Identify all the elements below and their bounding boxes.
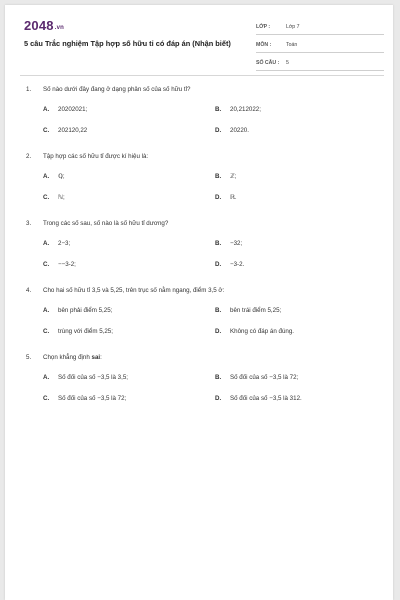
option-text: 20220. xyxy=(230,127,249,134)
meta-label: MÔN : xyxy=(256,42,272,48)
option-text: Số đối của số −3,5 là 72; xyxy=(230,374,299,381)
option-text: 20,212022; xyxy=(230,106,261,113)
option-d[interactable] xyxy=(215,126,387,135)
option-c[interactable] xyxy=(43,327,215,336)
option-c[interactable] xyxy=(43,260,215,269)
option-text: 20202021; xyxy=(58,106,88,113)
option-letter: C. xyxy=(43,127,50,134)
option-letter: A. xyxy=(43,374,50,381)
option-letter: A. xyxy=(43,307,50,314)
question-stem xyxy=(26,85,366,94)
question-stem xyxy=(26,152,366,161)
question-text: Cho hai số hữu tỉ 3,5 và 5,25, trên trục số nằm ngang, điểm 3,5 ở: xyxy=(43,287,225,294)
option-text: −3-2. xyxy=(230,261,245,268)
question-stem xyxy=(26,286,366,295)
document-title: 5 câu Trắc nghiệm Tập hợp số hữu tỉ có đáp án (Nhận biết) xyxy=(24,39,231,48)
option-text: ℚ; xyxy=(58,173,65,180)
option-text: 2−3; xyxy=(58,240,71,247)
option-letter: D. xyxy=(215,261,222,268)
question-number: 2. xyxy=(26,153,32,160)
meta-row-class xyxy=(256,20,384,35)
option-letter: D. xyxy=(215,328,222,335)
meta-label: LỚP : xyxy=(256,24,271,30)
question-item xyxy=(26,219,366,286)
option-b[interactable] xyxy=(215,172,387,181)
option-letter: D. xyxy=(215,127,222,134)
meta-row-question-count xyxy=(256,56,384,71)
question-number: 3. xyxy=(26,220,32,227)
logo-suffix: .vn xyxy=(54,25,65,31)
option-letter: A. xyxy=(43,173,50,180)
option-text: −32; xyxy=(230,240,243,247)
question-item xyxy=(26,152,366,219)
meta-value: Toán xyxy=(286,42,298,48)
question-text: Tập hợp các số hữu tỉ được kí hiệu là: xyxy=(43,153,149,160)
question-number: 1. xyxy=(26,86,32,93)
meta-value: Lớp 7 xyxy=(286,24,300,30)
option-text: ℤ; xyxy=(230,173,237,180)
question-text: Trong các số sau, số nào là số hữu tỉ dương? xyxy=(43,220,169,227)
meta-info-box xyxy=(256,20,384,74)
option-letter: B. xyxy=(215,307,222,314)
option-text: −−3-2; xyxy=(58,261,76,268)
option-c[interactable] xyxy=(43,394,215,403)
option-a[interactable] xyxy=(43,239,215,248)
question-number: 5. xyxy=(26,354,32,361)
site-logo[interactable] xyxy=(24,18,64,33)
option-letter: D. xyxy=(215,194,222,201)
options-grid xyxy=(43,239,366,269)
options-grid xyxy=(43,105,366,135)
question-text-suffix: : xyxy=(100,354,102,361)
option-text: trùng với điểm 5,25; xyxy=(58,328,113,335)
question-item xyxy=(26,85,366,152)
options-grid xyxy=(43,172,366,202)
header-divider xyxy=(20,75,384,76)
options-grid xyxy=(43,306,366,336)
option-letter: C. xyxy=(43,328,50,335)
option-b[interactable] xyxy=(215,239,387,248)
option-b[interactable] xyxy=(215,373,387,382)
option-text: Không có đáp án đúng. xyxy=(230,328,294,335)
logo-main: 2048 xyxy=(24,18,54,33)
option-letter: B. xyxy=(215,106,222,113)
meta-row-subject xyxy=(256,38,384,53)
meta-value: 5 xyxy=(286,60,289,66)
options-grid xyxy=(43,373,366,403)
option-d[interactable] xyxy=(215,193,387,202)
option-letter: D. xyxy=(215,395,222,402)
option-a[interactable] xyxy=(43,172,215,181)
option-c[interactable] xyxy=(43,193,215,202)
question-stem xyxy=(26,219,366,228)
option-c[interactable] xyxy=(43,126,215,135)
option-a[interactable] xyxy=(43,306,215,315)
option-letter: B. xyxy=(215,240,222,247)
question-text-prefix: Chọn khẳng định xyxy=(43,354,92,361)
question-stem xyxy=(26,353,366,362)
option-text: bên phải điểm 5,25; xyxy=(58,307,113,314)
question-item xyxy=(26,353,366,420)
meta-label: SỐ CÂU : xyxy=(256,60,280,66)
option-b[interactable] xyxy=(215,306,387,315)
option-text: Số đối của số −3,5 là 72; xyxy=(58,395,127,402)
question-number: 4. xyxy=(26,287,32,294)
option-a[interactable] xyxy=(43,105,215,114)
option-d[interactable] xyxy=(215,394,387,403)
option-letter: C. xyxy=(43,395,50,402)
option-b[interactable] xyxy=(215,105,387,114)
option-letter: B. xyxy=(215,374,222,381)
option-letter: A. xyxy=(43,106,50,113)
question-list xyxy=(26,85,366,420)
option-text: 202120,22 xyxy=(58,127,88,134)
question-text-emphasis: sai xyxy=(91,354,101,361)
option-letter: A. xyxy=(43,240,50,247)
option-d[interactable] xyxy=(215,260,387,269)
option-a[interactable] xyxy=(43,373,215,382)
option-text: ℕ; xyxy=(58,194,65,201)
option-letter: C. xyxy=(43,261,50,268)
option-text: ℝ. xyxy=(230,194,237,201)
question-text: Số nào dưới đây đang ở dạng phân số của số hữu tỉ? xyxy=(43,86,191,93)
option-text: bên trái điểm 5,25; xyxy=(230,307,282,314)
option-text: Số đối của số −3,5 là 312. xyxy=(230,395,302,402)
option-d[interactable] xyxy=(215,327,387,336)
question-item xyxy=(26,286,366,353)
option-text: Số đối của số −3,5 là 3,5; xyxy=(58,374,129,381)
option-letter: B. xyxy=(215,173,222,180)
option-letter: C. xyxy=(43,194,50,201)
document-page xyxy=(5,5,393,600)
